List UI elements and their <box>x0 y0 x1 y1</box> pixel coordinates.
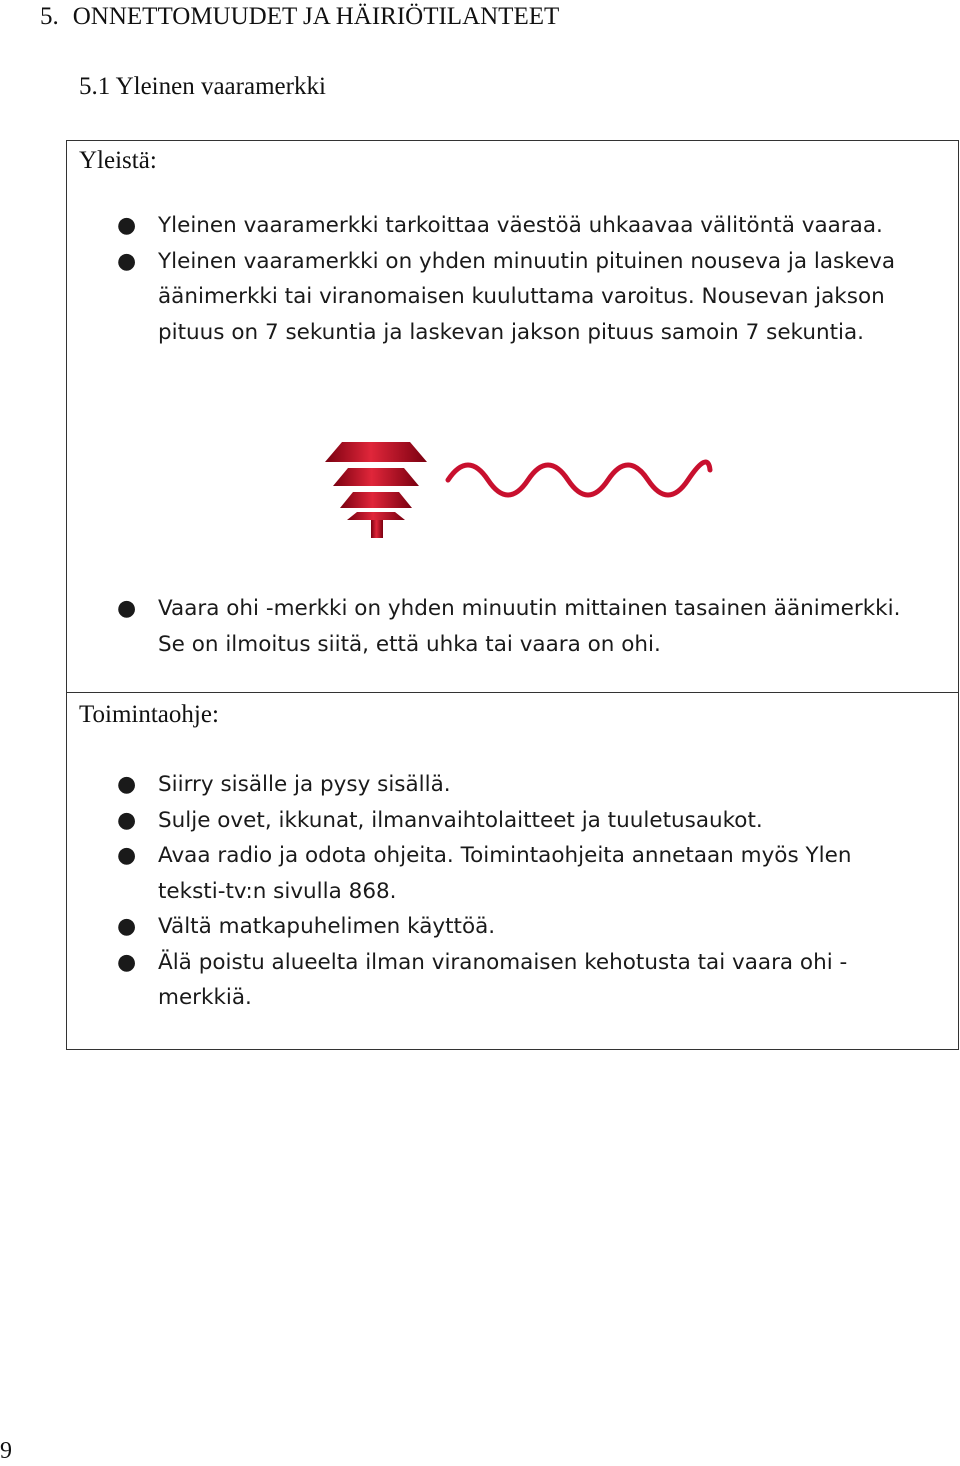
list-item: ● Sulje ovet, ikkunat, ilmanvaihtolaitteet ja tuuletusaukot. <box>158 803 918 839</box>
instructions-list <box>117 767 918 1016</box>
bullet-icon: ● <box>117 949 137 975</box>
list-item: ● Vältä matkapuhelimen käyttöä. <box>158 909 918 945</box>
section-heading <box>40 2 559 32</box>
bullet-icon: ● <box>117 914 137 939</box>
list-item: ● Yleinen vaaramerkki on yhden minuutin pituinen nouseva ja laskeva äänimerkki tai viranomaisen kuuluttama varoitus. Nousevan jakson pituus on 7 sekuntia ja laskevan jakson pituus samoin 7 sekuntia. <box>158 244 918 351</box>
page-number: 9 <box>0 1438 12 1464</box>
general-list <box>117 208 918 350</box>
instructions-label: Toimintaohje: <box>79 701 219 728</box>
list-item: ● Siirry sisälle ja pysy sisällä. <box>158 767 918 803</box>
section-title: ONNETTOMUUDET JA HÄIRIÖTILANTEET <box>72 3 560 30</box>
list-item: ● Vaara ohi -merkki on yhden minuutin mittainen tasainen äänimerkki. Se on ilmoitus siitä, että uhka tai vaara on ohi. <box>158 591 918 662</box>
list-item: ● Älä poistu alueelta ilman viranomaisen kehotusta tai vaara ohi -merkkiä. <box>158 945 918 1016</box>
bullet-icon: ● <box>117 843 137 868</box>
general-label: Yleistä: <box>79 147 157 174</box>
bullet-icon: ● <box>117 248 137 274</box>
bullet-icon: ● <box>117 772 137 797</box>
list-item: ● Yleinen vaaramerkki tarkoittaa väestöä uhkaavaa välitöntä vaaraa. <box>158 208 918 244</box>
sound-wave-icon <box>448 462 710 495</box>
bullet-icon: ● <box>117 807 137 833</box>
siren-icon <box>325 442 427 538</box>
bullet-icon: ● <box>117 213 137 238</box>
siren-illustration <box>300 420 730 560</box>
all-clear-list <box>117 591 918 662</box>
list-item: ● Avaa radio ja odota ohjeita. Toimintaohjeita annetaan myös Ylen teksti-tv:n sivulla 868. <box>158 838 918 909</box>
subsection-heading: 5.1 Yleinen vaaramerkki <box>79 73 326 100</box>
section-number: 5. <box>40 3 59 30</box>
bullet-icon: ● <box>117 596 137 621</box>
